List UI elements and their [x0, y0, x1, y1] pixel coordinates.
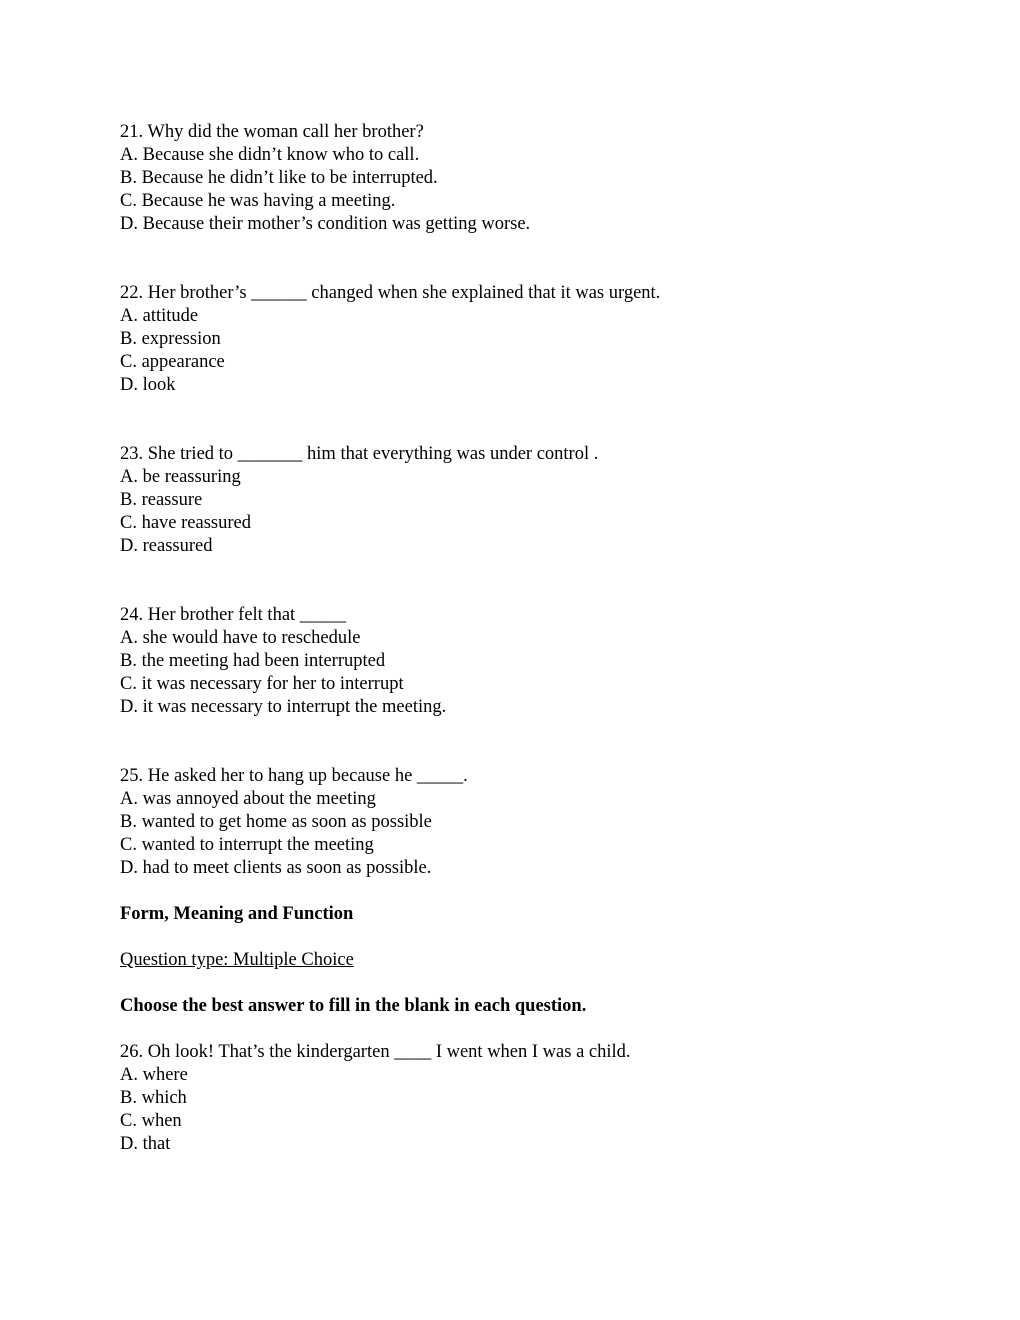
option-d: D. look [120, 375, 176, 395]
option-b: B. wanted to get home as soon as possible [120, 812, 432, 832]
option-a: A. where [120, 1065, 188, 1085]
option-a: A. attitude [120, 306, 199, 326]
option-c: C. it was necessary for her to interrupt [120, 674, 404, 694]
option-d: D. had to meet clients as soon as possible. [120, 858, 432, 878]
option-d: D. that [120, 1134, 171, 1154]
question-stem: 24. Her brother felt that _____ [120, 605, 347, 625]
option-b: B. Because he didn’t like to be interrupted. [120, 168, 438, 188]
option-b: B. which [120, 1088, 187, 1108]
option-d: D. reassured [120, 536, 213, 556]
option-b: B. the meeting had been interrupted [120, 651, 386, 671]
option-b: B. expression [120, 329, 221, 349]
question-22 [120, 282, 920, 397]
option-a: A. be reassuring [120, 467, 241, 487]
question-21 [120, 121, 920, 236]
question-stem: 25. He asked her to hang up because he _____. [120, 766, 468, 786]
question-stem: 21. Why did the woman call her brother? [120, 122, 424, 142]
option-c: C. Because he was having a meeting. [120, 191, 396, 211]
option-b: B. reassure [120, 490, 203, 510]
section-heading: Form, Meaning and Function [120, 904, 354, 924]
option-a: A. Because she didn’t know who to call. [120, 145, 420, 165]
spacer [120, 397, 920, 443]
question-type-label: Question type: Multiple Choice [120, 950, 354, 970]
option-c: C. when [120, 1111, 182, 1131]
question-stem: 22. Her brother’s ______ changed when she explained that it was urgent. [120, 283, 661, 303]
option-a: A. was annoyed about the meeting [120, 789, 376, 809]
option-d: D. Because their mother’s condition was getting worse. [120, 214, 531, 234]
question-stem: 26. Oh look! That’s the kindergarten ____ I went when I was a child. [120, 1042, 631, 1062]
spacer [120, 719, 920, 765]
option-c: C. wanted to interrupt the meeting [120, 835, 374, 855]
spacer [120, 558, 920, 604]
question-24 [120, 604, 920, 719]
question-stem: 23. She tried to _______ him that everything was under control . [120, 444, 599, 464]
option-d: D. it was necessary to interrupt the meeting. [120, 697, 447, 717]
option-a: A. she would have to reschedule [120, 628, 361, 648]
instruction-text: Choose the best answer to fill in the blank in each question. [120, 996, 587, 1016]
option-c: C. have reassured [120, 513, 251, 533]
question-25 [120, 765, 920, 880]
option-c: C. appearance [120, 352, 225, 372]
question-26 [120, 1041, 920, 1156]
page-content [120, 121, 920, 1156]
spacer [120, 236, 920, 282]
question-23 [120, 443, 920, 558]
